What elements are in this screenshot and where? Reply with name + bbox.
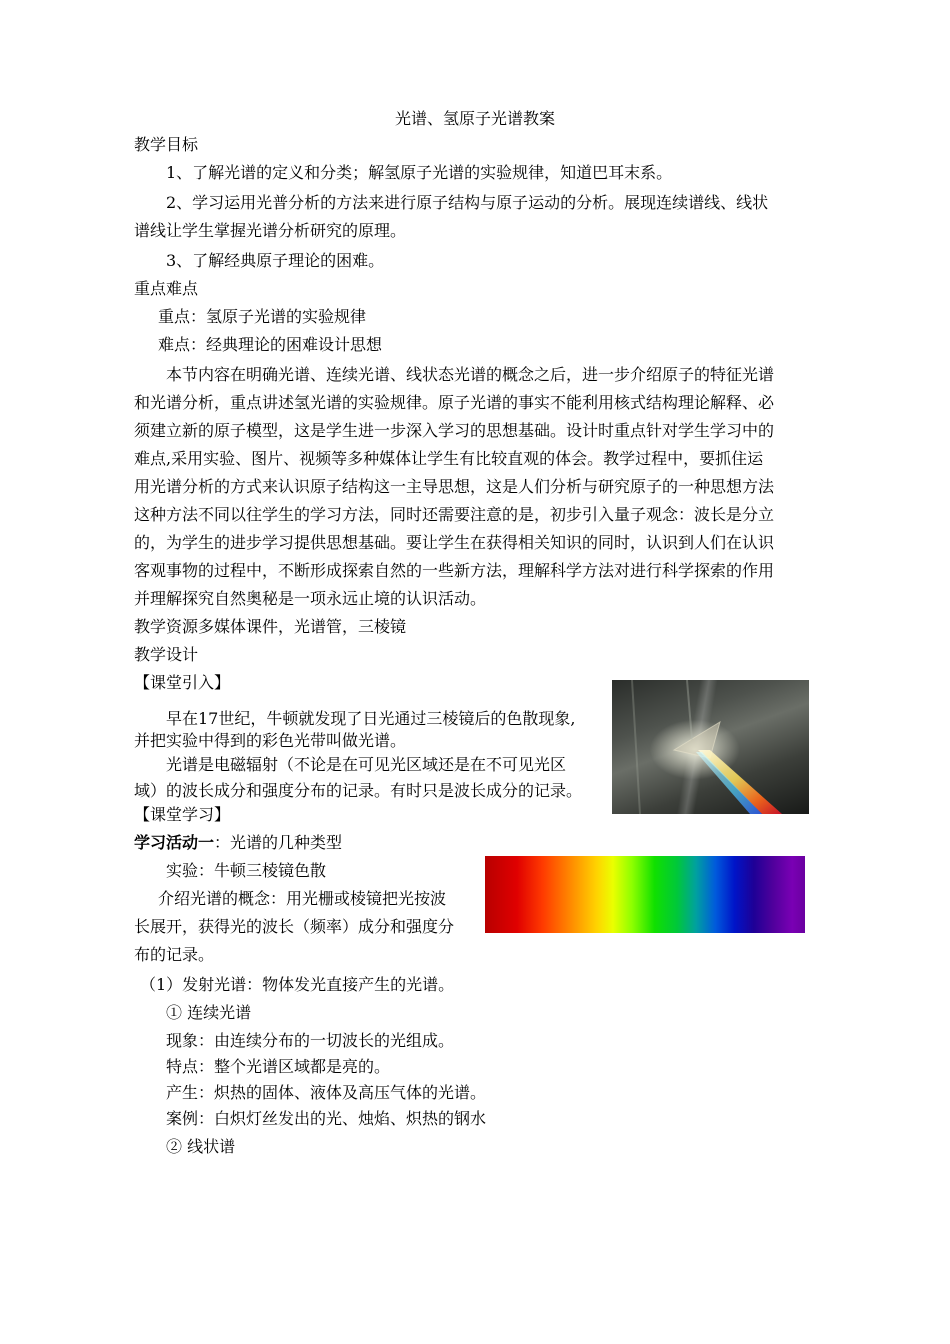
design-paragraph-line: 本节内容在明确光谱、连续光谱、线状态光谱的概念之后，进一步介绍原子的特征光谱 [166,365,775,384]
objective-2-line-1: 2、学习运用光普分析的方法来进行原子结构与原子运动的分析。展现连续谱线、线状 [166,193,769,212]
key-point: 重点：氢原子光谱的实验规律 [158,307,367,326]
document-title: 光谱、氢原子光谱教案 [394,109,555,128]
activity-1-line [134,830,342,856]
objectives-heading: 教学目标 [134,135,199,154]
continuous-origin: 产生：炽热的固体、液体及高压气体的光谱。 [166,1083,487,1102]
intro-paragraph-1-line-1: 早在17世纪，牛顿就发现了日光通过三棱镜后的色散现象, [166,709,576,728]
design-paragraph-line: 的，为学生的进步学习提供思想基础。要让学生在获得相关知识的同时，认识到人们在认识 [134,533,775,552]
study-heading: 【课堂学习】 [134,805,231,824]
intro-paragraph-2-line-2: 域）的波长成分和强度分布的记录。有时只是波长成分的记录。 [134,781,583,800]
difficulty-point: 难点：经典理论的困难设计思想 [158,335,383,354]
continuous-example: 案例：白炽灯丝发出的光、烛焰、炽热的钢水 [166,1109,487,1128]
line-spectrum-heading: ② 线状谱 [166,1137,236,1156]
intro-paragraph-2-line-1: 光谱是电磁辐射（不论是在可见光区域还是在不可见光区 [166,755,567,774]
continuous-spectrum-image [485,856,805,933]
concept-line-3: 布的记录。 [134,945,215,964]
experiment-line: 实验：牛顿三棱镜色散 [166,861,327,880]
design-paragraph-line: 和光谱分析，重点讲述氢光谱的实验规律。原子光谱的事实不能利用核式结构理论解释、必 [134,393,775,412]
concept-line-1: 介绍光谱的概念：用光栅或棱镜把光按波 [158,889,447,908]
prism-light-beam [612,680,809,814]
objective-2-line-2: 谱线让学生掌握光谱分析研究的原理。 [134,221,407,240]
design-paragraph-line: 这种方法不同以往学生的学习方法，同时还需要注意的是，初步引入量子观念：波长是分立 [134,505,775,524]
design-paragraph-line: 并理解探究自然奥秘是一项永远止境的认识活动。 [134,589,487,608]
design-paragraph-line: 客观事物的过程中，不断形成探索自然的一些新方法，理解科学方法对进行科学探索的作用 [134,561,775,580]
concept-line-2: 长展开，获得光的波长（频率）成分和强度分 [134,917,455,936]
prism-dispersion-photo [612,680,809,814]
continuous-spectrum-heading: ① 连续光谱 [166,1003,252,1022]
activity-1-label: 学习活动一 [134,833,215,852]
resources-line: 教学资源多媒体课件，光谱管，三棱镜 [134,617,407,636]
activity-1-title: ：光谱的几种类型 [214,833,343,852]
intro-heading: 【课堂引入】 [134,673,231,692]
design-paragraph-line: 难点,采用实验、图片、视频等多种媒体让学生有比较直观的体会。教学过程中，要抓住运 [134,449,764,468]
emission-spectrum-line: （1）发射光谱：物体发光直接产生的光谱。 [140,975,455,994]
design-heading: 教学设计 [134,645,199,664]
objective-3: 3、了解经典原子理论的困难。 [166,251,385,270]
intro-paragraph-1-line-2: 并把实验中得到的彩色光带叫做光谱。 [134,731,407,750]
objective-1: 1、了解光谱的定义和分类；解氢原子光谱的实验规律，知道巴耳末系。 [166,163,673,182]
design-paragraph-line: 须建立新的原子模型，这是学生进一步深入学习的思想基础。设计时重点针对学生学习中的 [134,421,775,440]
continuous-feature: 特点：整个光谱区域都是亮的。 [166,1057,391,1076]
key-points-heading: 重点难点 [134,279,199,298]
design-paragraph-line: 用光谱分析的方式来认识原子结构这一主导思想，这是人们分析与研究原子的一种思想方法 [134,477,775,496]
continuous-phenomenon: 现象：由连续分布的一切波长的光组成。 [166,1031,455,1050]
